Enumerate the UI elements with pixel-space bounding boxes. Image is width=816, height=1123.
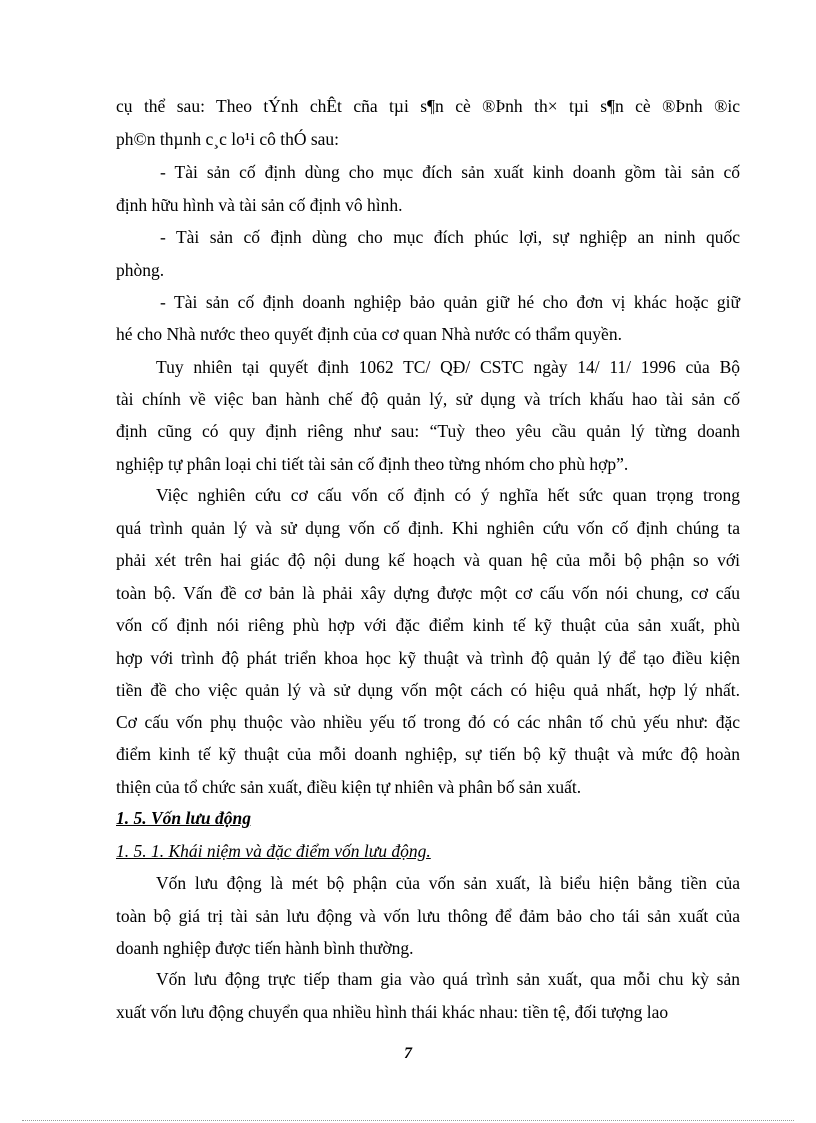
text-line: định cũng có quy định riêng như sau: “Tuỳ theo yêu cầu quản lý từng doanh xyxy=(116,421,740,441)
text-line: Cơ cấu vốn phụ thuộc vào nhiều yếu tố trong đó có các nhân tố chủ yếu như: đặc xyxy=(116,712,740,732)
paragraph-first-line: Vốn lưu động trực tiếp tham gia vào quá trình sản xuất, qua mỗi chu kỳ sản xyxy=(156,969,740,989)
paragraph-first-line: Vốn lưu động là mét bộ phận của vốn sản xuất, là biểu hiện bằng tiền của xyxy=(156,873,740,893)
text-line: ph©n thµnh c¸c lo¹i cô thÓ sau: xyxy=(116,129,340,149)
text-line: tài chính về việc ban hành chế độ quản lý, sử dụng và trích khấu hao tài sản cố xyxy=(116,389,740,409)
text-line: thiện của tổ chức sản xuất, điều kiện tự nhiên và phân bố sản xuất. xyxy=(116,777,582,797)
text-line: điểm kinh tế kỹ thuật của mỗi doanh nghiệp, sự tiến bộ kỹ thuật và mức độ hoàn xyxy=(116,744,740,764)
text-line: xuất vốn lưu động chuyển qua nhiều hình thái khác nhau: tiền tệ, đối tượng lao xyxy=(116,1002,669,1022)
text-line: phòng. xyxy=(116,260,165,280)
page-bottom-rule xyxy=(22,1120,794,1121)
text-line: toàn bộ giá trị tài sản lưu động và vốn lưu thông để đảm bảo cho tái sản xuất của xyxy=(116,906,740,926)
paragraph-first-line: Tuy nhiên tại quyết định 1062 TC/ QĐ/ CSTC ngày 14/ 11/ 1996 của Bộ xyxy=(156,357,740,377)
section-heading: 1. 5. Vốn lưu động xyxy=(116,808,251,828)
page-number: 7 xyxy=(404,1045,412,1062)
text-line: cụ thể sau: Theo tÝnh chÊt cña tµi s¶n cè ®Þnh th× tµi s¶n cè ®Þnh ®ic xyxy=(116,96,740,116)
text-line: quá trình quản lý và sử dụng vốn cố định. Khi nghiên cứu vốn cố định chúng ta xyxy=(116,518,740,538)
text-line: phải xét trên hai giác độ nội dung kế hoạch và quan hệ của mỗi bộ phận so với xyxy=(116,550,740,570)
bullet-line: - Tài sản cố định dùng cho mục đích sản xuất kinh doanh gồm tài sản cố xyxy=(160,162,740,182)
bullet-line: - Tài sản cố định dùng cho mục đích phúc lợi, sự nghiệp an ninh quốc xyxy=(160,227,740,247)
bullet-line: - Tài sản cố định doanh nghiệp bảo quản giữ hé cho đơn vị khác hoặc giữ xyxy=(160,292,740,312)
text-line: tiền đề cho việc quản lý và sử dụng vốn một cách có hiệu quả nhất, hợp lý nhất. xyxy=(116,680,740,700)
text-line: vốn cố định nói riêng phù hợp với đặc điểm kinh tế kỹ thuật của sản xuất, phù xyxy=(116,615,740,635)
subsection-heading: 1. 5. 1. Khái niệm và đặc điểm vốn lưu động. xyxy=(116,841,431,861)
paragraph-first-line: Việc nghiên cứu cơ cấu vốn cố định có ý nghĩa hết sức quan trọng trong xyxy=(156,485,740,505)
text-line: doanh nghiệp được tiến hành bình thường. xyxy=(116,938,414,958)
text-line: định hữu hình và tài sản cố định vô hình. xyxy=(116,195,403,215)
text-line: hợp với trình độ phát triển khoa học kỹ thuật và trình độ quản lý để tạo điều kiện xyxy=(116,648,740,668)
text-line: toàn bộ. Vấn đề cơ bản là phải xây dựng được một cơ cấu vốn nói chung, cơ cấu xyxy=(116,583,740,603)
text-line: nghiệp tự phân loại chi tiết tài sản cố định theo từng nhóm cho phù hợp”. xyxy=(116,454,629,474)
text-line: hé cho Nhà nước theo quyết định của cơ quan Nhà nước có thẩm quyền. xyxy=(116,324,622,344)
